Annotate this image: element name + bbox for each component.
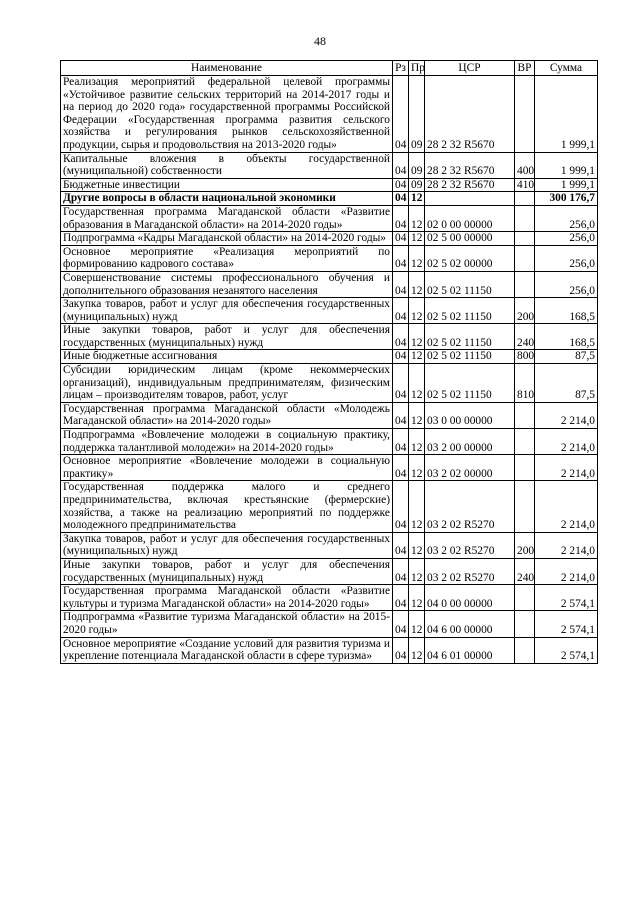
row-name: Бюджетные инвестиции [61,178,393,192]
row-csr: 28 2 32 R5670 [425,152,515,178]
row-pr: 12 [409,585,425,611]
row-sum: 256,0 [535,271,598,297]
row-rz: 04 [393,429,409,455]
header-rz: Рз [393,61,409,76]
table-row [61,152,598,178]
row-pr: 12 [409,402,425,428]
row-sum: 2 214,0 [535,429,598,455]
row-csr: 03 2 02 R5270 [425,532,515,558]
row-rz: 04 [393,192,409,206]
table-row [61,245,598,271]
row-pr: 09 [409,178,425,192]
row-vr [515,232,535,246]
header-sum: Сумма [535,61,598,76]
row-pr: 12 [409,637,425,663]
row-name: Капитальные вложения в объекты государственной (муниципальной) собственности [61,152,393,178]
row-vr: 400 [515,152,535,178]
table-row [61,298,598,324]
budget-table [60,60,598,664]
row-csr: 02 5 02 11150 [425,364,515,403]
row-name: Подпрограмма «Вовлечение молодежи в социальную практику, поддержка талантливой молодежи» на 2014-2020 годы» [61,429,393,455]
row-pr: 12 [409,232,425,246]
table-row [61,76,598,153]
row-name: Основное мероприятие «Создание условий для развития туризма и укрепление потенциала Магаданской области в сфере туризма» [61,637,393,663]
table-row [61,178,598,192]
table-row [61,271,598,297]
row-name: Другие вопросы в области национальной экономики [61,192,393,206]
row-vr: 240 [515,558,535,584]
row-rz: 04 [393,402,409,428]
row-vr [515,637,535,663]
row-rz: 04 [393,611,409,637]
row-pr: 12 [409,192,425,206]
table-row [61,455,598,481]
row-pr: 09 [409,76,425,153]
row-name: Реализация мероприятий федеральной целевой программы «Устойчивое развитие сельских территорий на 2014-2017 годы и на период до 2020 года» государственной программы Российской Федерации «Государственная программа развития сельского хозяйства и регулирования рынков сельскохозяйственной продукции, сырья и продовольствия на 2013-2020 годы» [61,76,393,153]
row-pr: 12 [409,558,425,584]
row-rz: 04 [393,455,409,481]
table-row [61,192,598,206]
row-vr [515,455,535,481]
row-pr: 12 [409,205,425,231]
table-row [61,232,598,246]
table-row [61,611,598,637]
page-number: 48 [314,34,326,48]
row-name: Государственная программа Магаданской области «Развитие культуры и туризма Магаданской области» на 2014-2020 годы» [61,585,393,611]
row-sum: 2 214,0 [535,402,598,428]
row-vr [515,245,535,271]
row-sum: 87,5 [535,364,598,403]
table-header-row [61,61,598,76]
row-sum: 2 574,1 [535,585,598,611]
row-pr: 12 [409,481,425,532]
row-csr: 02 5 02 11150 [425,298,515,324]
row-rz: 04 [393,271,409,297]
row-vr: 200 [515,298,535,324]
row-csr: 04 0 00 00000 [425,585,515,611]
row-csr: 03 2 02 R5270 [425,558,515,584]
row-csr: 02 5 02 11150 [425,350,515,364]
row-rz: 04 [393,324,409,350]
row-name: Совершенствование системы профессионального обучения и дополнительного образования незанятого населения [61,271,393,297]
row-vr [515,585,535,611]
row-vr [515,429,535,455]
table-row [61,205,598,231]
row-rz: 04 [393,364,409,403]
row-sum: 87,5 [535,350,598,364]
row-name: Государственная программа Магаданской области «Развитие образования в Магаданской области» на 2014-2020 годы» [61,205,393,231]
row-sum: 256,0 [535,205,598,231]
table-row [61,481,598,532]
header-csr: ЦСР [425,61,515,76]
row-csr: 03 2 02 R5270 [425,481,515,532]
row-csr: 02 5 02 11150 [425,324,515,350]
row-pr: 12 [409,350,425,364]
table-row [61,637,598,663]
row-vr: 410 [515,178,535,192]
row-sum: 256,0 [535,232,598,246]
row-pr: 12 [409,611,425,637]
row-pr: 09 [409,152,425,178]
row-pr: 12 [409,298,425,324]
row-name: Основное мероприятие «Реализация мероприятий по формированию кадрового состава» [61,245,393,271]
row-pr: 12 [409,532,425,558]
row-rz: 04 [393,232,409,246]
row-sum: 300 176,7 [535,192,598,206]
row-vr [515,76,535,153]
table-row [61,558,598,584]
row-csr: 02 5 02 11150 [425,271,515,297]
row-rz: 04 [393,152,409,178]
row-rz: 04 [393,298,409,324]
row-name: Подпрограмма «Развитие туризма Магаданской области» на 2015-2020 годы» [61,611,393,637]
table-row [61,532,598,558]
row-vr [515,481,535,532]
row-sum: 2 574,1 [535,611,598,637]
row-vr: 240 [515,324,535,350]
row-pr: 12 [409,455,425,481]
row-sum: 2 214,0 [535,532,598,558]
table-row [61,324,598,350]
table-row [61,350,598,364]
table-row [61,585,598,611]
row-sum: 256,0 [535,245,598,271]
row-csr: 04 6 01 00000 [425,637,515,663]
row-vr [515,271,535,297]
row-rz: 04 [393,205,409,231]
row-csr: 02 0 00 00000 [425,205,515,231]
row-sum: 168,5 [535,298,598,324]
row-rz: 04 [393,585,409,611]
table-row [61,364,598,403]
row-sum: 1 999,1 [535,152,598,178]
row-name: Субсидии юридическим лицам (кроме некоммерческих организаций), индивидуальным предпринимателям, физическим лицам – производителям товаров, работ, услуг [61,364,393,403]
row-rz: 04 [393,245,409,271]
row-csr: 04 6 00 00000 [425,611,515,637]
row-rz: 04 [393,637,409,663]
row-sum: 2 214,0 [535,455,598,481]
row-rz: 04 [393,76,409,153]
row-vr: 200 [515,532,535,558]
row-csr: 28 2 32 R5670 [425,178,515,192]
row-name: Закупка товаров, работ и услуг для обеспечения государственных (муниципальных) нужд [61,532,393,558]
row-vr [515,402,535,428]
row-name: Иные бюджетные ассигнования [61,350,393,364]
row-vr [515,611,535,637]
row-csr [425,192,515,206]
table-row [61,429,598,455]
row-sum: 2 214,0 [535,481,598,532]
row-csr: 03 0 00 00000 [425,402,515,428]
row-rz: 04 [393,178,409,192]
row-sum: 1 999,1 [535,178,598,192]
row-name: Подпрограмма «Кадры Магаданской области» на 2014-2020 годы» [61,232,393,246]
row-vr: 810 [515,364,535,403]
row-pr: 12 [409,245,425,271]
row-pr: 12 [409,271,425,297]
row-name: Иные закупки товаров, работ и услуг для обеспечения государственных (муниципальных) нужд [61,324,393,350]
row-csr: 03 2 00 00000 [425,429,515,455]
row-vr [515,192,535,206]
row-pr: 12 [409,364,425,403]
row-rz: 04 [393,532,409,558]
row-csr: 03 2 02 00000 [425,455,515,481]
row-name: Основное мероприятие «Вовлечение молодежи в социальную практику» [61,455,393,481]
row-sum: 168,5 [535,324,598,350]
row-csr: 02 5 02 00000 [425,245,515,271]
row-sum: 2 574,1 [535,637,598,663]
row-pr: 12 [409,429,425,455]
header-vr: ВР [515,61,535,76]
row-vr: 800 [515,350,535,364]
row-vr [515,205,535,231]
row-rz: 04 [393,350,409,364]
row-name: Государственная программа Магаданской области «Молодежь Магаданской области» на 2014-2020 годы» [61,402,393,428]
row-name: Закупка товаров, работ и услуг для обеспечения государственных (муниципальных) нужд [61,298,393,324]
row-name: Государственная поддержка малого и среднего предпринимательства, включая крестьянские (фермерские) хозяйства, а также на реализацию мероприятий по поддержке молодежного предпринимательства [61,481,393,532]
header-pr: Пр [409,61,425,76]
row-csr: 02 5 00 00000 [425,232,515,246]
row-rz: 04 [393,558,409,584]
row-pr: 12 [409,324,425,350]
row-csr: 28 2 32 R5670 [425,76,515,153]
row-sum: 1 999,1 [535,76,598,153]
table-row [61,402,598,428]
row-name: Иные закупки товаров, работ и услуг для обеспечения государственных (муниципальных) нужд [61,558,393,584]
header-name: Наименование [61,61,393,76]
row-sum: 2 214,0 [535,558,598,584]
row-rz: 04 [393,481,409,532]
